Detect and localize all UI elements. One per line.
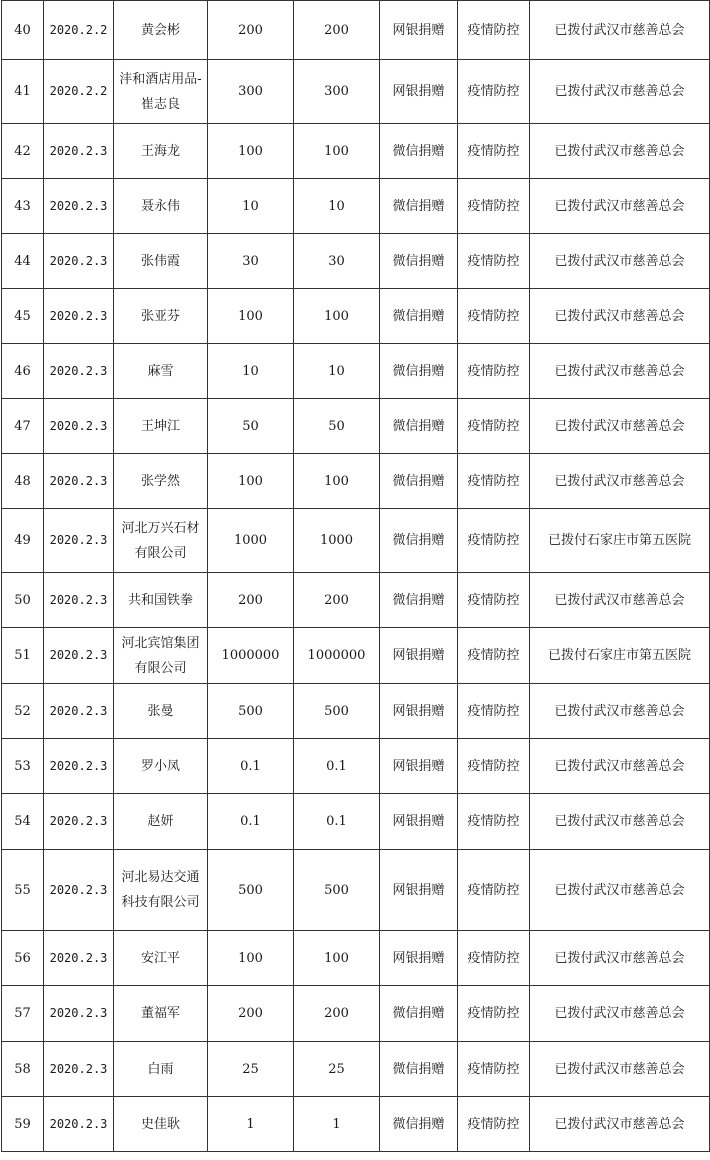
table-row [2, 573, 710, 628]
received-amount: 100 [294, 289, 380, 344]
received-amount: 1000000 [294, 628, 380, 684]
pledged-amount: 300 [208, 60, 294, 124]
donation-method: 网银捐赠 [380, 684, 458, 739]
row-number: 44 [2, 234, 44, 289]
row-number: 51 [2, 628, 44, 684]
allocation-status: 已拨付武汉市慈善总会 [530, 850, 710, 931]
donation-method: 微信捐赠 [380, 573, 458, 628]
donation-purpose: 疫情防控 [458, 179, 530, 234]
donation-method: 网银捐赠 [380, 850, 458, 931]
allocation-status: 已拨付武汉市慈善总会 [530, 573, 710, 628]
allocation-status: 已拨付武汉市慈善总会 [530, 289, 710, 344]
received-amount: 10 [294, 179, 380, 234]
pledged-amount: 0.1 [208, 794, 294, 850]
donor-name: 河北万兴石材有限公司 [114, 509, 208, 573]
allocation-status: 已拨付武汉市慈善总会 [530, 1042, 710, 1097]
pledged-amount: 200 [208, 986, 294, 1042]
allocation-status: 已拨付武汉市慈善总会 [530, 1, 710, 60]
received-amount: 1000 [294, 509, 380, 573]
pledged-amount: 200 [208, 573, 294, 628]
allocation-status: 已拨付武汉市慈善总会 [530, 684, 710, 739]
pledged-amount: 100 [208, 454, 294, 509]
row-number: 45 [2, 289, 44, 344]
allocation-status: 已拨付石家庄市第五医院 [530, 628, 710, 684]
donor-name: 史佳耿 [114, 1097, 208, 1152]
donor-name: 赵妍 [114, 794, 208, 850]
pledged-amount: 1000000 [208, 628, 294, 684]
table-row [2, 628, 710, 684]
received-amount: 100 [294, 931, 380, 986]
received-amount: 500 [294, 684, 380, 739]
table-row [2, 124, 710, 179]
donation-date: 2020.2.3 [44, 850, 114, 931]
donor-name: 河北宾馆集团有限公司 [114, 628, 208, 684]
donation-purpose: 疫情防控 [458, 1042, 530, 1097]
pledged-amount: 25 [208, 1042, 294, 1097]
donation-method: 微信捐赠 [380, 289, 458, 344]
pledged-amount: 10 [208, 179, 294, 234]
received-amount: 10 [294, 344, 380, 399]
donation-date: 2020.2.3 [44, 234, 114, 289]
allocation-status: 已拨付武汉市慈善总会 [530, 931, 710, 986]
donation-method: 微信捐赠 [380, 986, 458, 1042]
table-row [2, 60, 710, 124]
donor-name: 罗小凤 [114, 739, 208, 794]
table-row [2, 850, 710, 931]
donation-date: 2020.2.3 [44, 1097, 114, 1152]
allocation-status: 已拨付武汉市慈善总会 [530, 739, 710, 794]
received-amount: 500 [294, 850, 380, 931]
donation-method: 微信捐赠 [380, 454, 458, 509]
donation-purpose: 疫情防控 [458, 1, 530, 60]
donation-purpose: 疫情防控 [458, 1097, 530, 1152]
row-number: 49 [2, 509, 44, 573]
donor-name: 共和国铁拳 [114, 573, 208, 628]
donation-purpose: 疫情防控 [458, 509, 530, 573]
donation-table [1, 0, 710, 1152]
donation-purpose: 疫情防控 [458, 60, 530, 124]
donation-method: 网银捐赠 [380, 1, 458, 60]
allocation-status: 已拨付武汉市慈善总会 [530, 399, 710, 454]
pledged-amount: 500 [208, 684, 294, 739]
pledged-amount: 1000 [208, 509, 294, 573]
row-number: 41 [2, 60, 44, 124]
table-row [2, 986, 710, 1042]
row-number: 46 [2, 344, 44, 399]
donor-name: 河北易达交通科技有限公司 [114, 850, 208, 931]
received-amount: 30 [294, 234, 380, 289]
donation-purpose: 疫情防控 [458, 234, 530, 289]
donation-date: 2020.2.3 [44, 931, 114, 986]
table-row [2, 1, 710, 60]
row-number: 47 [2, 399, 44, 454]
received-amount: 100 [294, 454, 380, 509]
allocation-status: 已拨付武汉市慈善总会 [530, 179, 710, 234]
row-number: 40 [2, 1, 44, 60]
table-row [2, 794, 710, 850]
pledged-amount: 200 [208, 1, 294, 60]
row-number: 57 [2, 986, 44, 1042]
table-row [2, 684, 710, 739]
table-row [2, 399, 710, 454]
pledged-amount: 100 [208, 124, 294, 179]
allocation-status: 已拨付武汉市慈善总会 [530, 986, 710, 1042]
allocation-status: 已拨付石家庄市第五医院 [530, 509, 710, 573]
donation-date: 2020.2.3 [44, 628, 114, 684]
row-number: 54 [2, 794, 44, 850]
donation-method: 网银捐赠 [380, 739, 458, 794]
allocation-status: 已拨付武汉市慈善总会 [530, 794, 710, 850]
received-amount: 200 [294, 1, 380, 60]
received-amount: 100 [294, 124, 380, 179]
pledged-amount: 10 [208, 344, 294, 399]
received-amount: 50 [294, 399, 380, 454]
donation-method: 网银捐赠 [380, 60, 458, 124]
donor-name: 麻雪 [114, 344, 208, 399]
donation-date: 2020.2.2 [44, 60, 114, 124]
donation-purpose: 疫情防控 [458, 986, 530, 1042]
table-row [2, 454, 710, 509]
donation-purpose: 疫情防控 [458, 794, 530, 850]
donor-name: 聂永伟 [114, 179, 208, 234]
table-row [2, 931, 710, 986]
donation-date: 2020.2.3 [44, 1042, 114, 1097]
donation-purpose: 疫情防控 [458, 628, 530, 684]
donation-purpose: 疫情防控 [458, 289, 530, 344]
table-row [2, 179, 710, 234]
donation-date: 2020.2.3 [44, 684, 114, 739]
table-row [2, 509, 710, 573]
donation-purpose: 疫情防控 [458, 344, 530, 399]
donation-purpose: 疫情防控 [458, 124, 530, 179]
allocation-status: 已拨付武汉市慈善总会 [530, 234, 710, 289]
row-number: 58 [2, 1042, 44, 1097]
donation-date: 2020.2.3 [44, 179, 114, 234]
table-row [2, 1042, 710, 1097]
received-amount: 200 [294, 573, 380, 628]
row-number: 52 [2, 684, 44, 739]
donation-date: 2020.2.3 [44, 399, 114, 454]
pledged-amount: 1 [208, 1097, 294, 1152]
allocation-status: 已拨付武汉市慈善总会 [530, 124, 710, 179]
donation-purpose: 疫情防控 [458, 399, 530, 454]
donation-date: 2020.2.3 [44, 344, 114, 399]
received-amount: 0.1 [294, 739, 380, 794]
donation-date: 2020.2.3 [44, 739, 114, 794]
donation-method: 微信捐赠 [380, 344, 458, 399]
allocation-status: 已拨付武汉市慈善总会 [530, 1097, 710, 1152]
donation-purpose: 疫情防控 [458, 739, 530, 794]
donation-method: 网银捐赠 [380, 628, 458, 684]
pledged-amount: 0.1 [208, 739, 294, 794]
row-number: 50 [2, 573, 44, 628]
pledged-amount: 50 [208, 399, 294, 454]
donation-date: 2020.2.3 [44, 794, 114, 850]
row-number: 42 [2, 124, 44, 179]
donation-method: 微信捐赠 [380, 124, 458, 179]
donation-date: 2020.2.3 [44, 986, 114, 1042]
table-row [2, 1097, 710, 1152]
received-amount: 0.1 [294, 794, 380, 850]
pledged-amount: 30 [208, 234, 294, 289]
donation-method: 微信捐赠 [380, 399, 458, 454]
pledged-amount: 100 [208, 931, 294, 986]
allocation-status: 已拨付武汉市慈善总会 [530, 344, 710, 399]
donation-method: 微信捐赠 [380, 1042, 458, 1097]
donor-name: 黄会彬 [114, 1, 208, 60]
received-amount: 200 [294, 986, 380, 1042]
donation-method: 微信捐赠 [380, 1097, 458, 1152]
donation-purpose: 疫情防控 [458, 454, 530, 509]
pledged-amount: 500 [208, 850, 294, 931]
allocation-status: 已拨付武汉市慈善总会 [530, 454, 710, 509]
row-number: 55 [2, 850, 44, 931]
donation-method: 微信捐赠 [380, 509, 458, 573]
donor-name: 张曼 [114, 684, 208, 739]
allocation-status: 已拨付武汉市慈善总会 [530, 60, 710, 124]
table-row [2, 289, 710, 344]
donation-date: 2020.2.3 [44, 509, 114, 573]
donor-name: 王坤江 [114, 399, 208, 454]
donor-name: 沣和酒店用品-崔志良 [114, 60, 208, 124]
donation-date: 2020.2.2 [44, 1, 114, 60]
table-row [2, 739, 710, 794]
donation-date: 2020.2.3 [44, 289, 114, 344]
received-amount: 25 [294, 1042, 380, 1097]
donation-date: 2020.2.3 [44, 454, 114, 509]
donation-date: 2020.2.3 [44, 573, 114, 628]
pledged-amount: 100 [208, 289, 294, 344]
donor-name: 王海龙 [114, 124, 208, 179]
donation-method: 网银捐赠 [380, 931, 458, 986]
donation-date: 2020.2.3 [44, 124, 114, 179]
row-number: 53 [2, 739, 44, 794]
donor-name: 安江平 [114, 931, 208, 986]
donor-name: 董福军 [114, 986, 208, 1042]
donation-purpose: 疫情防控 [458, 573, 530, 628]
donation-purpose: 疫情防控 [458, 931, 530, 986]
received-amount: 1 [294, 1097, 380, 1152]
received-amount: 300 [294, 60, 380, 124]
donor-name: 张亚芬 [114, 289, 208, 344]
row-number: 48 [2, 454, 44, 509]
donation-method: 网银捐赠 [380, 794, 458, 850]
row-number: 43 [2, 179, 44, 234]
donation-purpose: 疫情防控 [458, 684, 530, 739]
row-number: 56 [2, 931, 44, 986]
table-row [2, 234, 710, 289]
donor-name: 白雨 [114, 1042, 208, 1097]
row-number: 59 [2, 1097, 44, 1152]
donation-purpose: 疫情防控 [458, 850, 530, 931]
donation-method: 微信捐赠 [380, 234, 458, 289]
donor-name: 张伟霞 [114, 234, 208, 289]
table-body [2, 1, 710, 1152]
donation-method: 微信捐赠 [380, 179, 458, 234]
donor-name: 张学然 [114, 454, 208, 509]
table-row [2, 344, 710, 399]
